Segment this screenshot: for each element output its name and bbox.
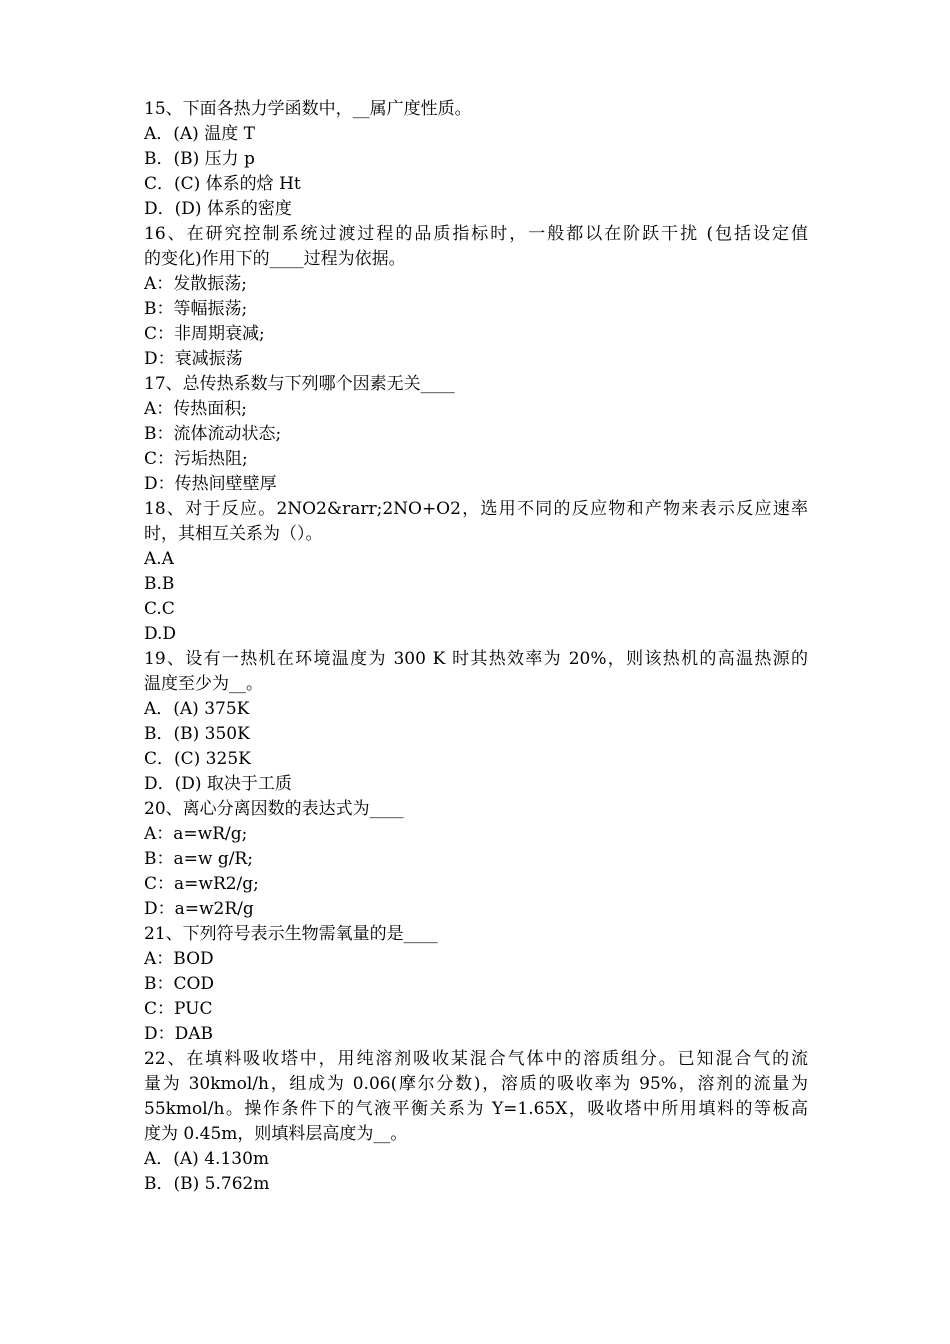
text-line: A．(A) 温度 T [144,124,255,144]
text-line: 17、总传热系数与下列哪个因素无关____ [144,374,455,394]
text-line: D：传热间壁壁厚 [144,474,277,494]
document-body [144,97,808,1197]
text-line: D：DAB [144,1024,214,1044]
text-line: C：非周期衰减; [144,324,265,344]
text-line: C：a=wR2/g; [144,874,259,894]
text-line: 20、离心分离因数的表达式为____ [144,799,404,819]
text-line: A：传热面积; [144,399,248,419]
text-line: B．(B) 压力 p [144,149,255,169]
text-line: A.A [144,549,174,569]
text-line: D：a=w2R/g [144,899,254,919]
text-line: 19、设有一热机在环境温度为 300 K 时其热效率为 20%，则该热机的高温热源的 [144,649,808,669]
text-line: B．(B) 350K [144,724,250,744]
text-line: D．(D) 取决于工质 [144,774,292,794]
text-line: C．(C) 325K [144,749,251,769]
text-line: 量为 30kmol/h，组成为 0.06(摩尔分数)，溶质的吸收率为 95%，溶剂的流量为 [144,1074,808,1094]
text-line: C．(C) 体系的焓 Ht [144,174,301,194]
text-line: B.B [144,574,175,594]
text-line: D．(D) 体系的密度 [144,199,292,219]
text-line: 22、在填料吸收塔中，用纯溶剂吸收某混合气体中的溶质组分。已知混合气的流 [144,1049,808,1069]
text-line: C：污垢热阻; [144,449,248,469]
text-line: A：a=wR/g; [144,824,248,844]
text-line: 18、对于反应。2NO2&rarr;2NO+O2，选用不同的反应物和产物来表示反应速率 [144,499,808,519]
text-line: 时，其相互关系为（）。 [144,524,323,544]
text-line: 55kmol/h。操作条件下的气液平衡关系为 Y=1.65X，吸收塔中所用填料的等板高 [144,1099,808,1119]
text-line: B．(B) 5.762m [144,1174,270,1194]
text-line: 温度至少为__。 [144,674,263,694]
text-line: 的变化)作用下的____过程为依据。 [144,249,406,269]
text-line: B：a=w g/R; [144,849,253,869]
text-line: A：发散振荡; [144,274,248,294]
text-line: B：等幅振荡; [144,299,248,319]
text-line: A：BOD [144,949,214,969]
text-line: A．(A) 4.130m [144,1149,270,1169]
text-line: D.D [144,624,177,644]
text-line: 度为 0.45m，则填料层高度为__。 [144,1124,408,1144]
text-line: B：流体流动状态; [144,424,282,444]
text-line: C：PUC [144,999,213,1019]
text-line: D：衰减振荡 [144,349,243,369]
text-line: A．(A) 375K [144,699,250,719]
text-line: B：COD [144,974,215,994]
text-line: 16、在研究控制系统过渡过程的品质指标时，一般都以在阶跃干扰 (包括设定值 [144,224,808,244]
text-line: 15、下面各热力学函数中，__属广度性质。 [144,99,472,119]
text-line: 21、下列符号表示生物需氧量的是____ [144,924,438,944]
text-line: C.C [144,599,175,619]
